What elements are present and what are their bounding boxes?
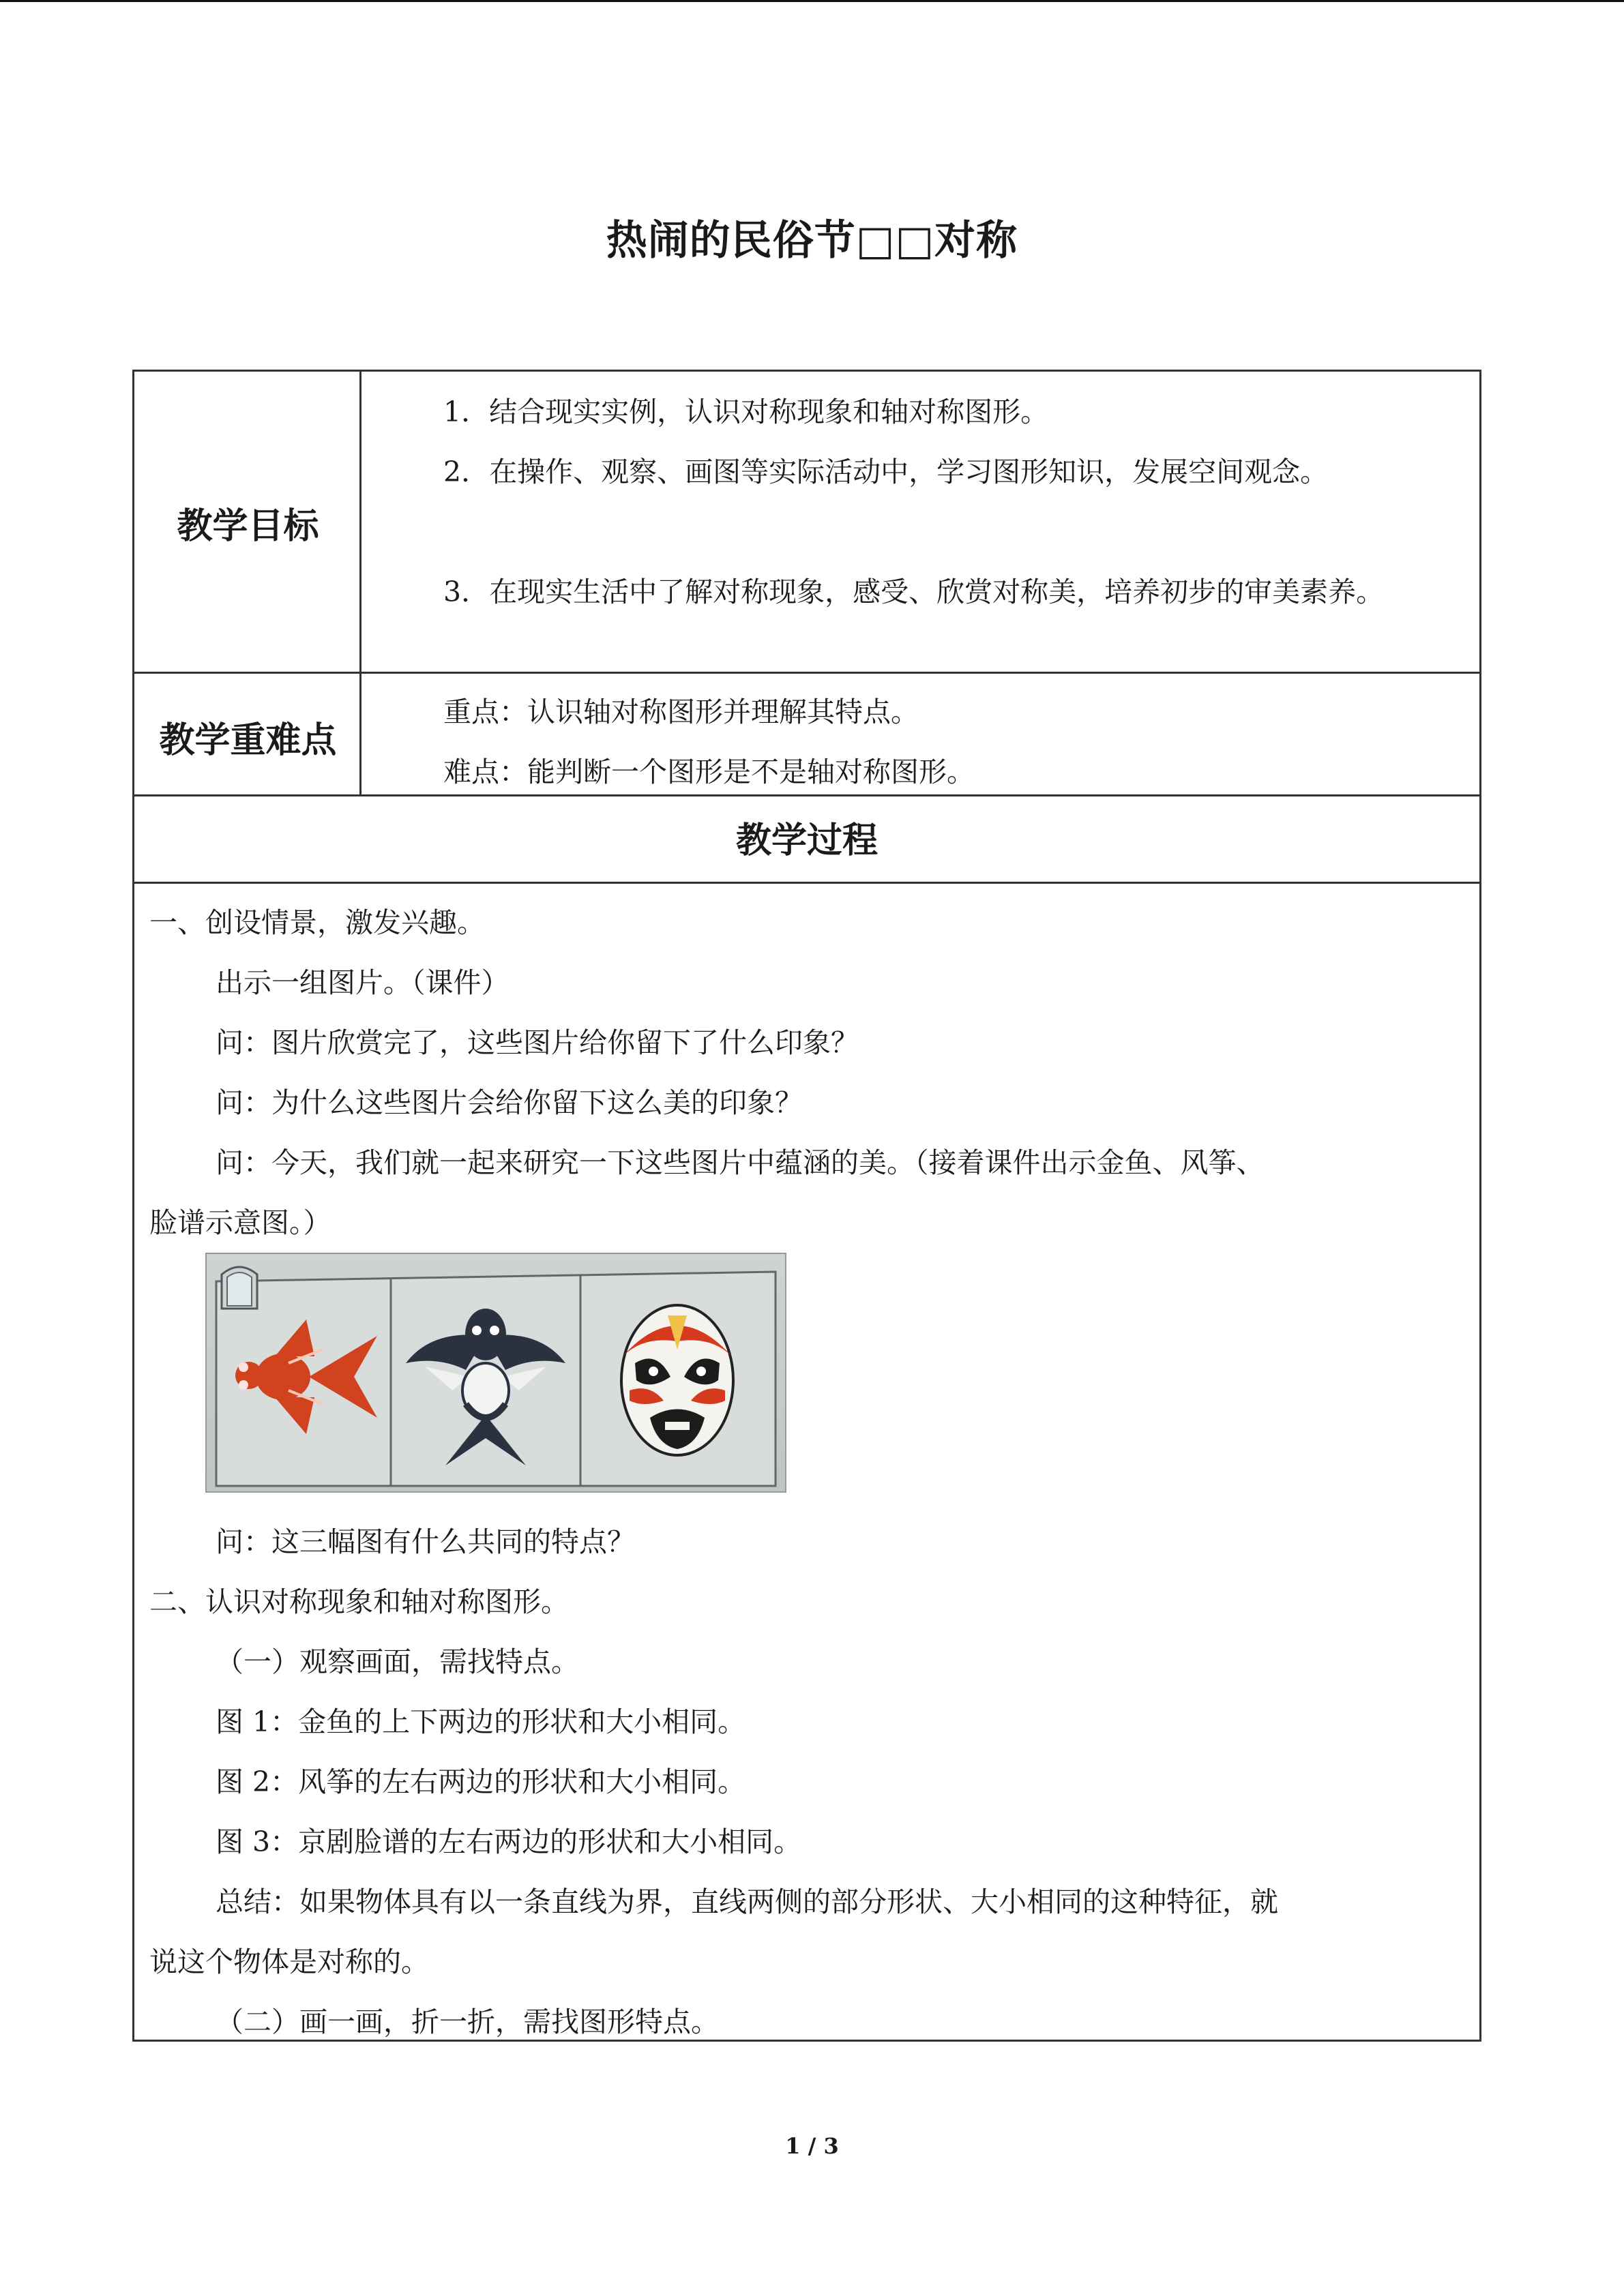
objectives-label: 教学目标 [177, 506, 319, 547]
process-line: 图 1：金鱼的上下两边的形状和大小相同。 [216, 1705, 746, 1738]
row-divider [134, 672, 1479, 674]
key-point-item: 难点：能判断一个图形是不是轴对称图形。 [443, 756, 975, 788]
process-line: 总结：如果物体具有以一条直线为界，直线两侧的部分形状、大小相同的这种特征，就 [216, 1885, 1278, 1918]
process-line: 说这个物体是对称的。 [149, 1945, 429, 1978]
document-title: 热闹的民俗节□□对称 [606, 217, 1018, 265]
process-line: 图 3：京剧脸谱的左右两边的形状和大小相同。 [216, 1825, 802, 1858]
subsection-heading: （一）观察画面，需找特点。 [216, 1645, 579, 1678]
lesson-plan-table [132, 370, 1481, 2042]
opera-mask-icon [621, 1305, 733, 1455]
process-line: 问：为什么这些图片会给你留下这么美的印象？ [216, 1086, 803, 1119]
window-ornament-icon [222, 1267, 257, 1309]
process-heading: 教学过程 [735, 820, 878, 861]
objective-item: 3．在现实生活中了解对称现象，感受、欣赏对称美，培养初步的审美素养。 [443, 576, 1385, 608]
objective-item: 2．在操作、观察、画图等实际活动中，学习图形知识，发展空间观念。 [443, 456, 1329, 488]
process-line: 出示一组图片。（课件） [216, 966, 510, 999]
process-line: 图 2：风筝的左右两边的形状和大小相同。 [216, 1765, 746, 1798]
key-points-label: 教学重难点 [159, 720, 337, 761]
key-point-item: 重点：认识轴对称图形并理解其特点。 [443, 696, 919, 728]
process-line: 问：今天，我们就一起来研究一下这些图片中蕴涵的美。（接着课件出示金鱼、风筝、 [216, 1146, 1265, 1179]
section-heading: 一、创设情景，激发兴趣。 [149, 906, 485, 939]
process-line: 问：图片欣赏完了，这些图片给你留下了什么印象？ [216, 1026, 859, 1059]
row-divider [134, 882, 1479, 884]
section-heading: 二、认识对称现象和轴对称图形。 [149, 1585, 569, 1618]
process-line: 问：这三幅图有什么共同的特点？ [216, 1525, 635, 1558]
process-line: 脸谱示意图。） [149, 1206, 331, 1239]
subsection-heading: （二）画一画，折一折，需找图形特点。 [216, 2006, 719, 2038]
symmetry-figures-image [205, 1253, 786, 1493]
top-border-line [0, 0, 1624, 2]
objective-item: 1．结合现实实例，认识对称现象和轴对称图形。 [443, 396, 1049, 428]
page-number: 1 / 3 [785, 2133, 839, 2159]
